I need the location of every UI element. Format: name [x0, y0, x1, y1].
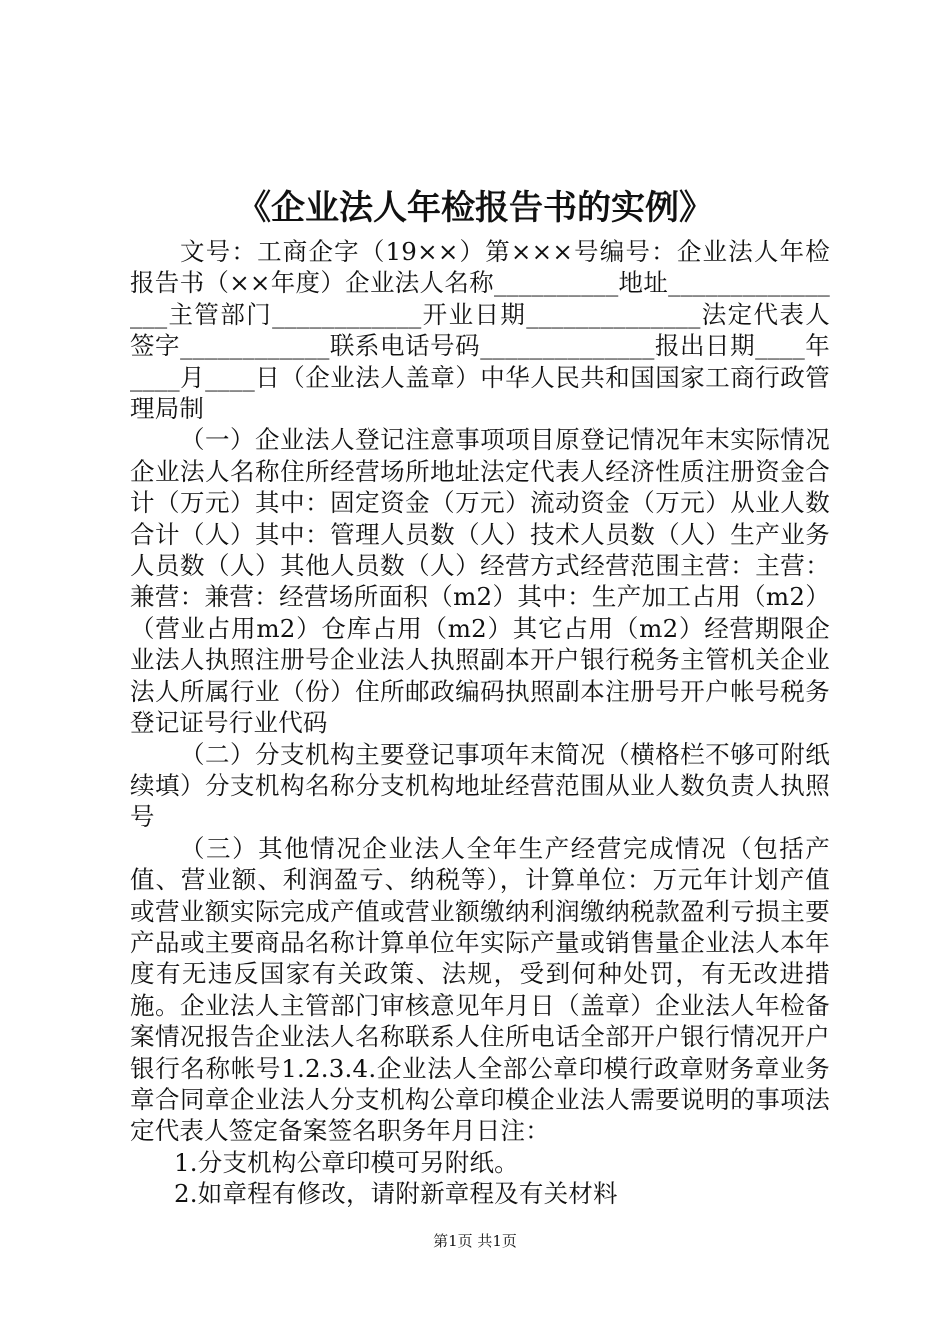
paragraph-section-3: （三）其他情况企业法人全年生产经营完成情况（包括产值、营业额、利润盈亏、纳税等），计算单位：万元年计划产值或营业额实际完成产值或营业额缴纳利润缴纳税款盈利亏损主要产品或主要商品名称计算单位年实际产量或销售量企业法人本年度有无违反国家有关政策、法规，受到何种处罚，有无改进措施。企业法人主管部门审核意见年月日（盖章）企业法人年检备案情况报告企业法人名称联系人住所电话全部开户银行情况开户银行名称帐号1.2.3.4.企业法人全部公章印模行政章财务章业务章合同章企业法人分支机构公章印模企业法人需要说明的事项法定代表人签定备案签名职务年月日注：	[130, 833, 830, 1146]
note-item-1: 1.分支机构公章印模可另附纸。	[174, 1147, 519, 1177]
page-footer: 第1页 共1页	[433, 1232, 517, 1250]
paragraph-header-info: 文号：工商企字（19××）第×××号编号：企业法人年检报告书（××年度）企业法人名称__________地址________________主管部门____________开业日期______________法定代表人签字____________联系电话号码______________报出日期____年____月____日（企业法人盖章）中华人民共和国国家工商行政管理局制	[130, 237, 830, 424]
document-body	[130, 236, 830, 1210]
paragraph-section-2: （二）分支机构主要登记事项年末简况（横格栏不够可附纸续填）分支机构名称分支机构地址经营范围从业人数负责人执照号	[130, 739, 830, 832]
document-title: 《企业法人年检报告书的实例》	[237, 188, 713, 228]
paragraph-section-1: （一）企业法人登记注意事项项目原登记情况年末实际情况企业法人名称住所经营场所地址法定代表人经济性质注册资金合计（万元）其中：固定资金（万元）流动资金（万元）从业人数合计（人）其中：管理人员数（人）技术人员数（人）生产业务人员数（人）其他人员数（人）经营方式经营范围主营：主营：兼营：兼营：经营场所面积（m2）其中：生产加工占用（m2）（营业占用m2）仓库占用（m2）其它占用（m2）经营期限企业法人执照注册号企业法人执照副本开户银行税务主管机关企业法人所属行业（份）住所邮政编码执照副本注册号开户帐号税务登记证号行业代码	[130, 425, 830, 738]
note-item-2: 2.如章程有修改，请附新章程及有关材料	[174, 1179, 618, 1209]
